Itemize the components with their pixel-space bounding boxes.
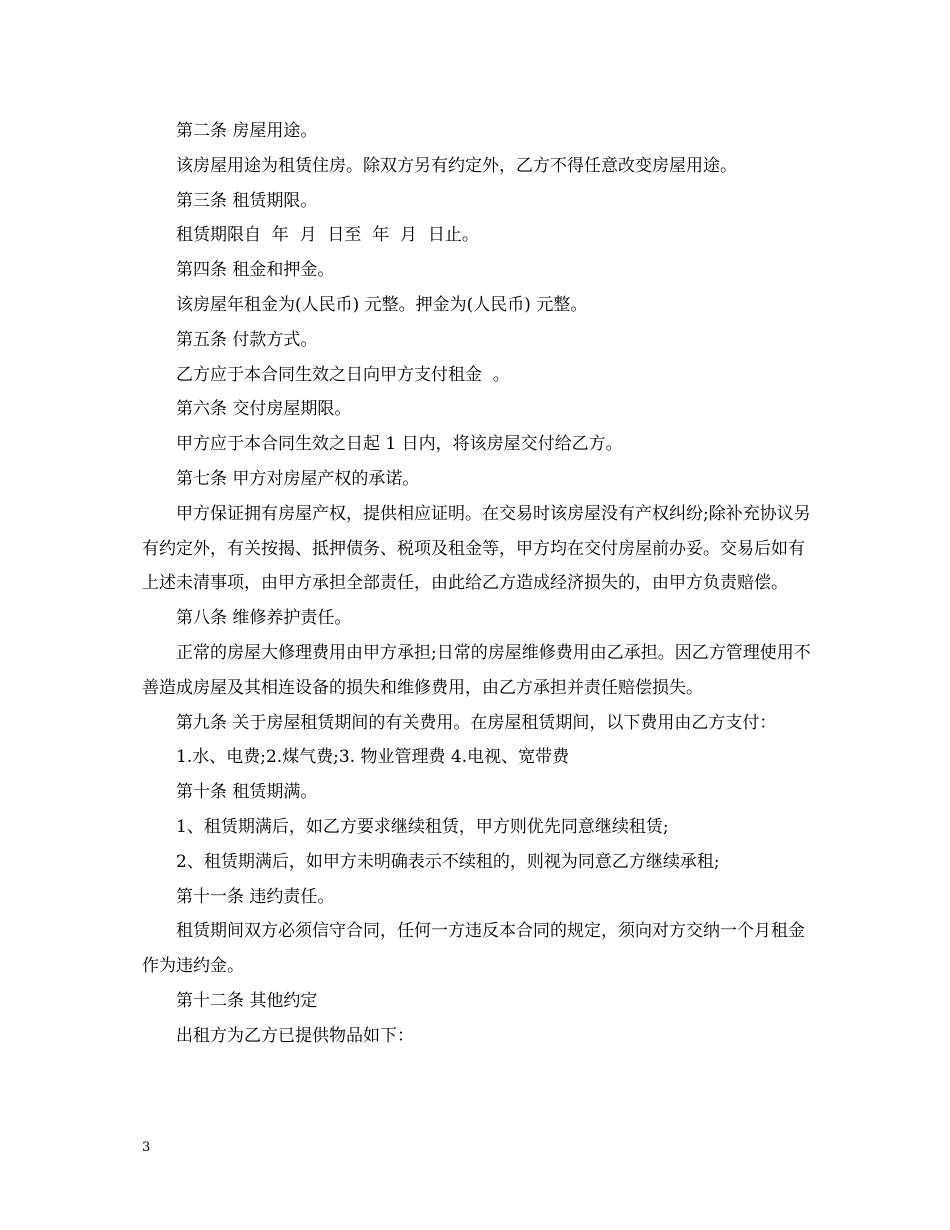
clause-text-11: 租赁期间双方必须信守合同，任何一方违反本合同的规定，须向对方交纳一个月租金作为违约金。 — [142, 921, 805, 977]
clause-text-8: 正常的房屋大修理费用由甲方承担;日常的房屋维修费用由乙承担。因乙方管理使用不善造成房屋及其相连设备的损失和维修费用，由乙方承担并责任赔偿损失。 — [142, 642, 811, 698]
clause-heading-9: 第九条 关于房屋租赁期间的有关费用。在房屋租赁期间，以下费用由乙方支付： — [176, 712, 777, 733]
clause-heading-3: 第三条 租赁期限。 — [176, 190, 318, 211]
clause-text-6: 甲方应于本合同生效之日起 1 日内，将该房屋交付给乙方。 — [176, 434, 623, 455]
contract-body — [142, 114, 814, 1054]
clause-text-3: 租赁期限自 年 月 日至 年 月 日止。 — [176, 225, 479, 246]
clause-text-2: 该房屋用途为租赁住房。除双方另有约定外，乙方不得任意改变房屋用途。 — [176, 155, 737, 176]
page-number: 3 — [142, 1140, 151, 1155]
clause-text-10-item-1: 1、租赁期满后，如乙方要求继续租赁，甲方则优先同意继续租赁; — [176, 816, 669, 837]
clause-text-4: 该房屋年租金为(人民币) 元整。押金为(人民币) 元整。 — [176, 294, 588, 315]
clause-text-7: 甲方保证拥有房屋产权，提供相应证明。在交易时该房屋没有产权纠纷;除补充协议另有约定外，有关按揭、抵押债务、税项及租金等，甲方均在交付房屋前办妥。交易后如有上述未清事项，由甲方承担全部责任，由此给乙方造成经济损失的，由甲方负责赔偿。 — [142, 503, 811, 594]
clause-text-9: 1.水、电费;2.煤气费;3. 物业管理费 4.电视、宽带费 — [176, 747, 570, 768]
clause-heading-8: 第八条 维修养护责任。 — [176, 608, 352, 629]
clause-heading-2: 第二条 房屋用途。 — [176, 121, 318, 141]
clause-heading-6: 第六条 交付房屋期限。 — [176, 399, 352, 420]
clause-text-10-item-2: 2、租赁期满后，如甲方未明确表示不续租的，则视为同意乙方继续承租; — [176, 851, 720, 872]
clause-heading-5: 第五条 付款方式。 — [176, 329, 318, 350]
clause-heading-11: 第十一条 违约责任。 — [176, 886, 335, 907]
clause-text-5: 乙方应于本合同生效之日向甲方支付租金 。 — [176, 364, 510, 385]
clause-text-12: 出租方为乙方已提供物品如下： — [176, 1025, 414, 1046]
clause-heading-7: 第七条 甲方对房屋产权的承诺。 — [176, 468, 420, 489]
clause-heading-4: 第四条 租金和押金。 — [176, 260, 335, 281]
clause-heading-12: 第十二条 其他约定 — [176, 990, 318, 1011]
clause-heading-10: 第十条 租赁期满。 — [176, 782, 318, 803]
